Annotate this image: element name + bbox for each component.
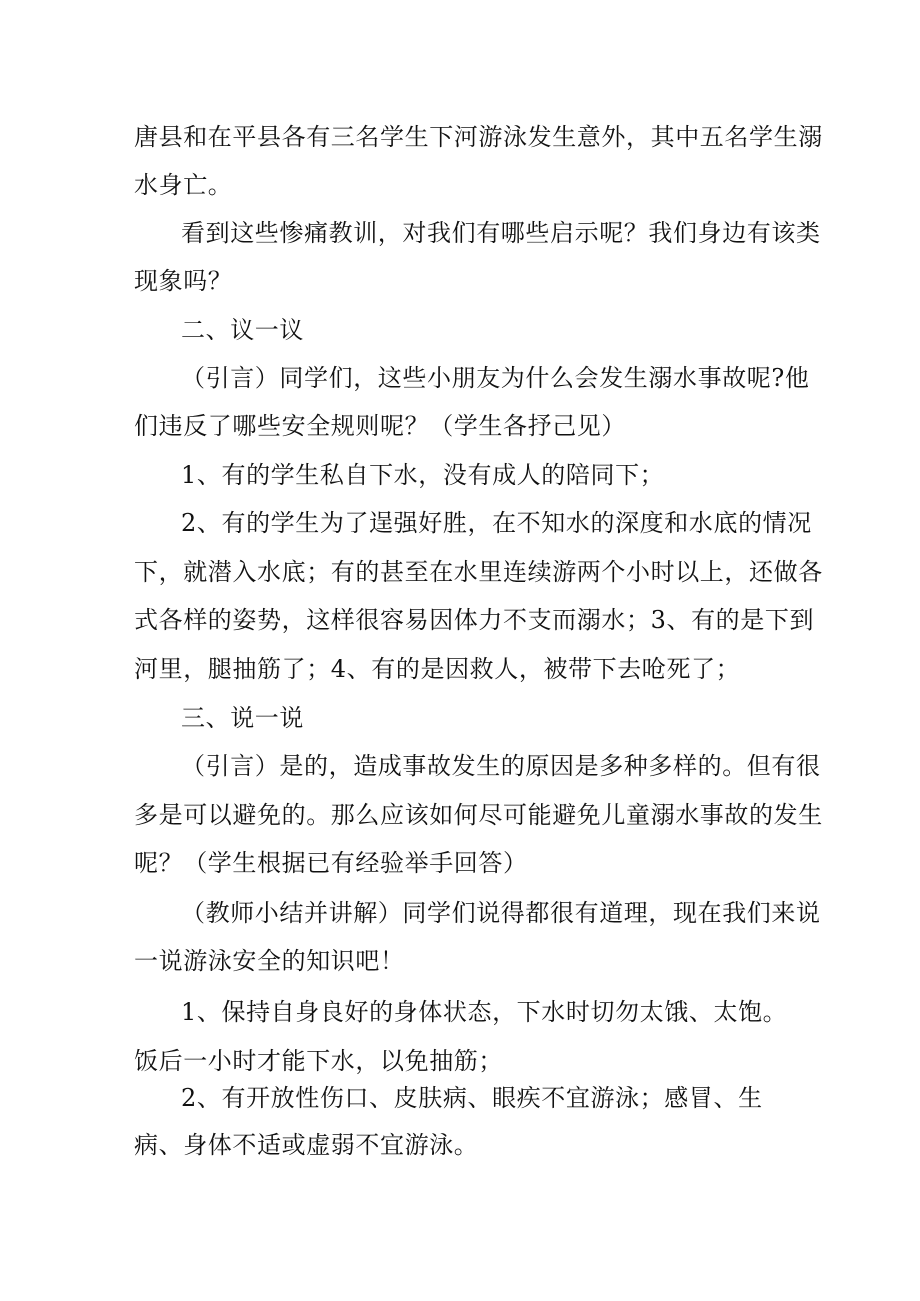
text-line: （教师小结并讲解）同学们说得都很有道理，现在我们来说 bbox=[181, 899, 821, 927]
text-line: 河里，腿抽筋了；4、有的是因救人，被带下去呛死了； bbox=[134, 655, 741, 683]
text-line: 病、身体不适或虚弱不宜游泳。 bbox=[134, 1131, 479, 1159]
text-line: 呢？（学生根据已有经验举手回答） bbox=[134, 849, 528, 877]
text-line: 饭后一小时才能下水，以免抽筋； bbox=[134, 1047, 503, 1075]
text-line: 2、有的学生为了逞强好胜，在不知水的深度和水底的情况 bbox=[181, 509, 812, 537]
text-line: 水身亡。 bbox=[134, 171, 233, 199]
text-line: 2、有开放性伤口、皮肤病、眼疾不宜游泳；感冒、生 bbox=[181, 1084, 763, 1112]
text-line: （引言）是的，造成事故发生的原因是多种多样的。但有很 bbox=[181, 752, 821, 780]
section-heading: 三、说一说 bbox=[181, 704, 304, 732]
text-line: （引言）同学们，这些小朋友为什么会发生溺水事故呢?他 bbox=[181, 364, 810, 392]
text-line: 们违反了哪些安全规则呢？（学生各抒己见） bbox=[134, 412, 626, 440]
text-line: 一说游泳安全的知识吧！ bbox=[134, 947, 405, 975]
text-line: 下，就潜入水底；有的甚至在水里连续游两个小时以上，还做各 bbox=[134, 558, 823, 586]
text-line: 看到这些惨痛教训，对我们有哪些启示呢？我们身边有该类 bbox=[181, 219, 821, 247]
text-line: 1、保持自身良好的身体状态，下水时切勿太饿、太饱。 bbox=[181, 998, 788, 1026]
section-heading: 二、议一议 bbox=[181, 316, 304, 344]
text-line: 1、有的学生私自下水，没有成人的陪同下； bbox=[181, 461, 665, 489]
text-line: 唐县和在平县各有三名学生下河游泳发生意外，其中五名学生溺 bbox=[134, 123, 823, 151]
text-line: 多是可以避免的。那么应该如何尽可能避免儿童溺水事故的发生 bbox=[134, 801, 823, 829]
text-line: 式各样的姿势，这样很容易因体力不支而溺水；3、有的是下到 bbox=[134, 606, 815, 634]
text-line: 现象吗？ bbox=[134, 267, 233, 295]
